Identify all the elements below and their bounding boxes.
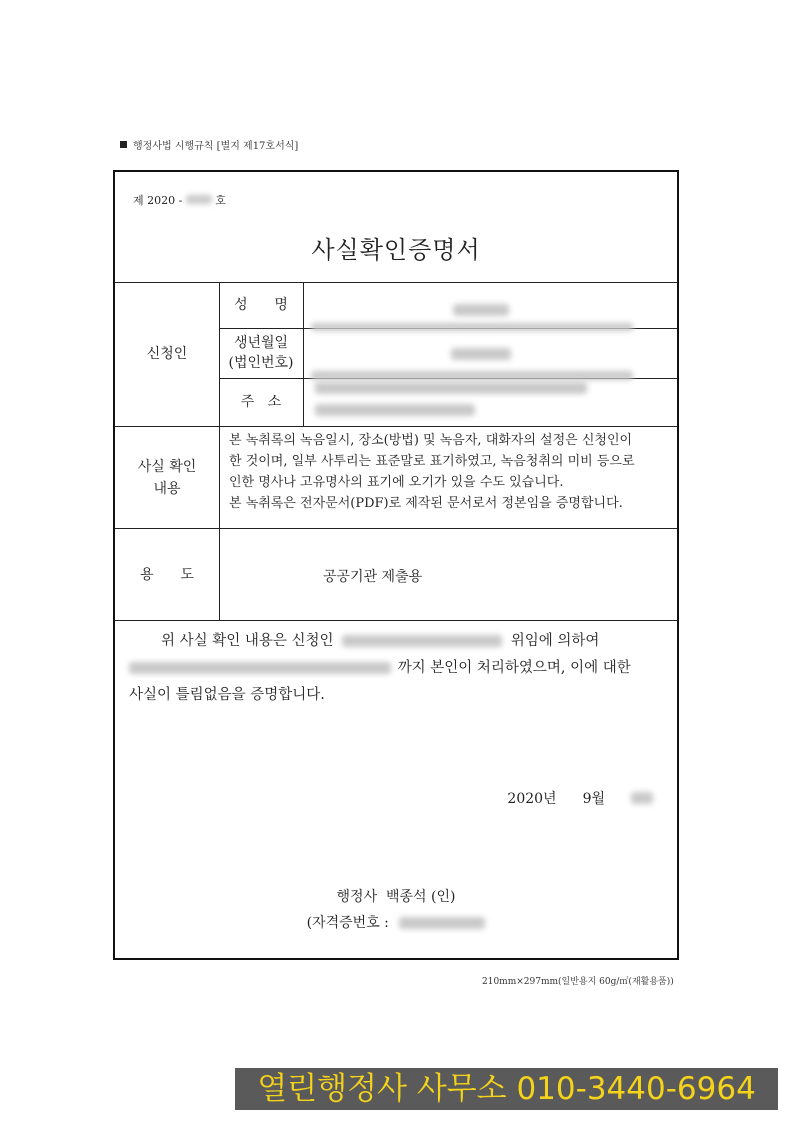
- declaration-line-2: [129, 655, 669, 682]
- certificate-document: [113, 170, 679, 960]
- certificate-number: [115, 912, 677, 932]
- divider: [115, 528, 677, 529]
- fact-line: 본 녹취록은 전자문서(PDF)로 제작된 문서로서 정본임을 증명합니다.: [229, 496, 623, 511]
- divider: [115, 282, 677, 283]
- document-title: 사실확인증명서: [311, 236, 481, 264]
- signature-line: 행정사 백종석 (인): [336, 889, 456, 905]
- date-year: 2020년: [507, 791, 557, 807]
- redacted-strip: [311, 371, 633, 380]
- fact-section-label-line2: 내용: [153, 481, 181, 497]
- paper-spec-note: 210mm×297mm(일반용지 60g/㎡(재활용품)): [482, 977, 674, 987]
- purpose-value: 공공기관 제출용: [323, 569, 423, 585]
- fact-line: 인한 명사나 고유명사의 표기에 오기가 있을 수도 있습니다.: [229, 475, 564, 490]
- declaration-text: [129, 628, 669, 709]
- redacted-birthdate: [451, 348, 511, 360]
- fact-section-label: [115, 456, 219, 500]
- divider: [303, 282, 304, 426]
- form-reference: [120, 137, 298, 152]
- birth-label: [219, 333, 303, 373]
- certificate-number-label: (자격증번호 :: [306, 915, 389, 931]
- redacted-applicant-info: [342, 635, 502, 647]
- fact-section-label-line1: 사실 확인: [137, 459, 197, 475]
- fact-content: [229, 430, 677, 514]
- birth-label-line1: 생년월일: [233, 335, 289, 351]
- issue-date: [507, 788, 653, 808]
- divider: [115, 426, 677, 427]
- address-label: 주 소: [240, 394, 282, 410]
- declaration-line1-suffix: 위임에 의하여: [510, 633, 600, 649]
- fact-line: 한 것이며, 일부 사투리는 표준말로 표기하였고, 녹음청취의 미비 등으로: [229, 454, 635, 469]
- form-reference-text: 행정사법 시행규칙 [별지 제17호서식]: [133, 141, 299, 152]
- declaration-line2-suffix: 까지 본인이 처리하였으며, 이에 대한: [397, 660, 631, 676]
- redacted-address-line2: [315, 404, 475, 416]
- square-bullet-icon: [120, 141, 127, 148]
- redacted-address-line1: [315, 382, 587, 394]
- redacted-number: [186, 195, 212, 204]
- redacted-strip: [311, 323, 633, 331]
- applicant-section-label: 신청인: [146, 346, 188, 362]
- birth-label-line2: (법인번호): [228, 355, 294, 371]
- document-number-suffix: 호: [215, 194, 226, 207]
- fact-line: 본 녹취록의 녹음일시, 장소(방법) 및 녹음자, 대화자의 설정은 신청인이: [229, 433, 633, 448]
- document-number-prefix: 제 2020 -: [133, 194, 183, 207]
- purpose-label: 용 도: [140, 567, 194, 583]
- redacted-certificate-number: [399, 917, 485, 929]
- redacted-name: [453, 304, 509, 316]
- office-contact-banner: 열린행정사 사무소 010-3440-6964: [235, 1068, 778, 1110]
- declaration-line1-prefix: 위 사실 확인 내용은 신청인: [161, 633, 334, 649]
- document-number: [133, 192, 226, 208]
- divider: [115, 620, 677, 621]
- declaration-line-3: 사실이 틀림없음을 증명합니다.: [129, 687, 325, 703]
- redacted-period: [129, 662, 391, 674]
- name-label: 성 명: [234, 297, 288, 313]
- declaration-line-1: [129, 628, 669, 655]
- date-month: 9월: [582, 791, 605, 807]
- redacted-day: [631, 792, 653, 804]
